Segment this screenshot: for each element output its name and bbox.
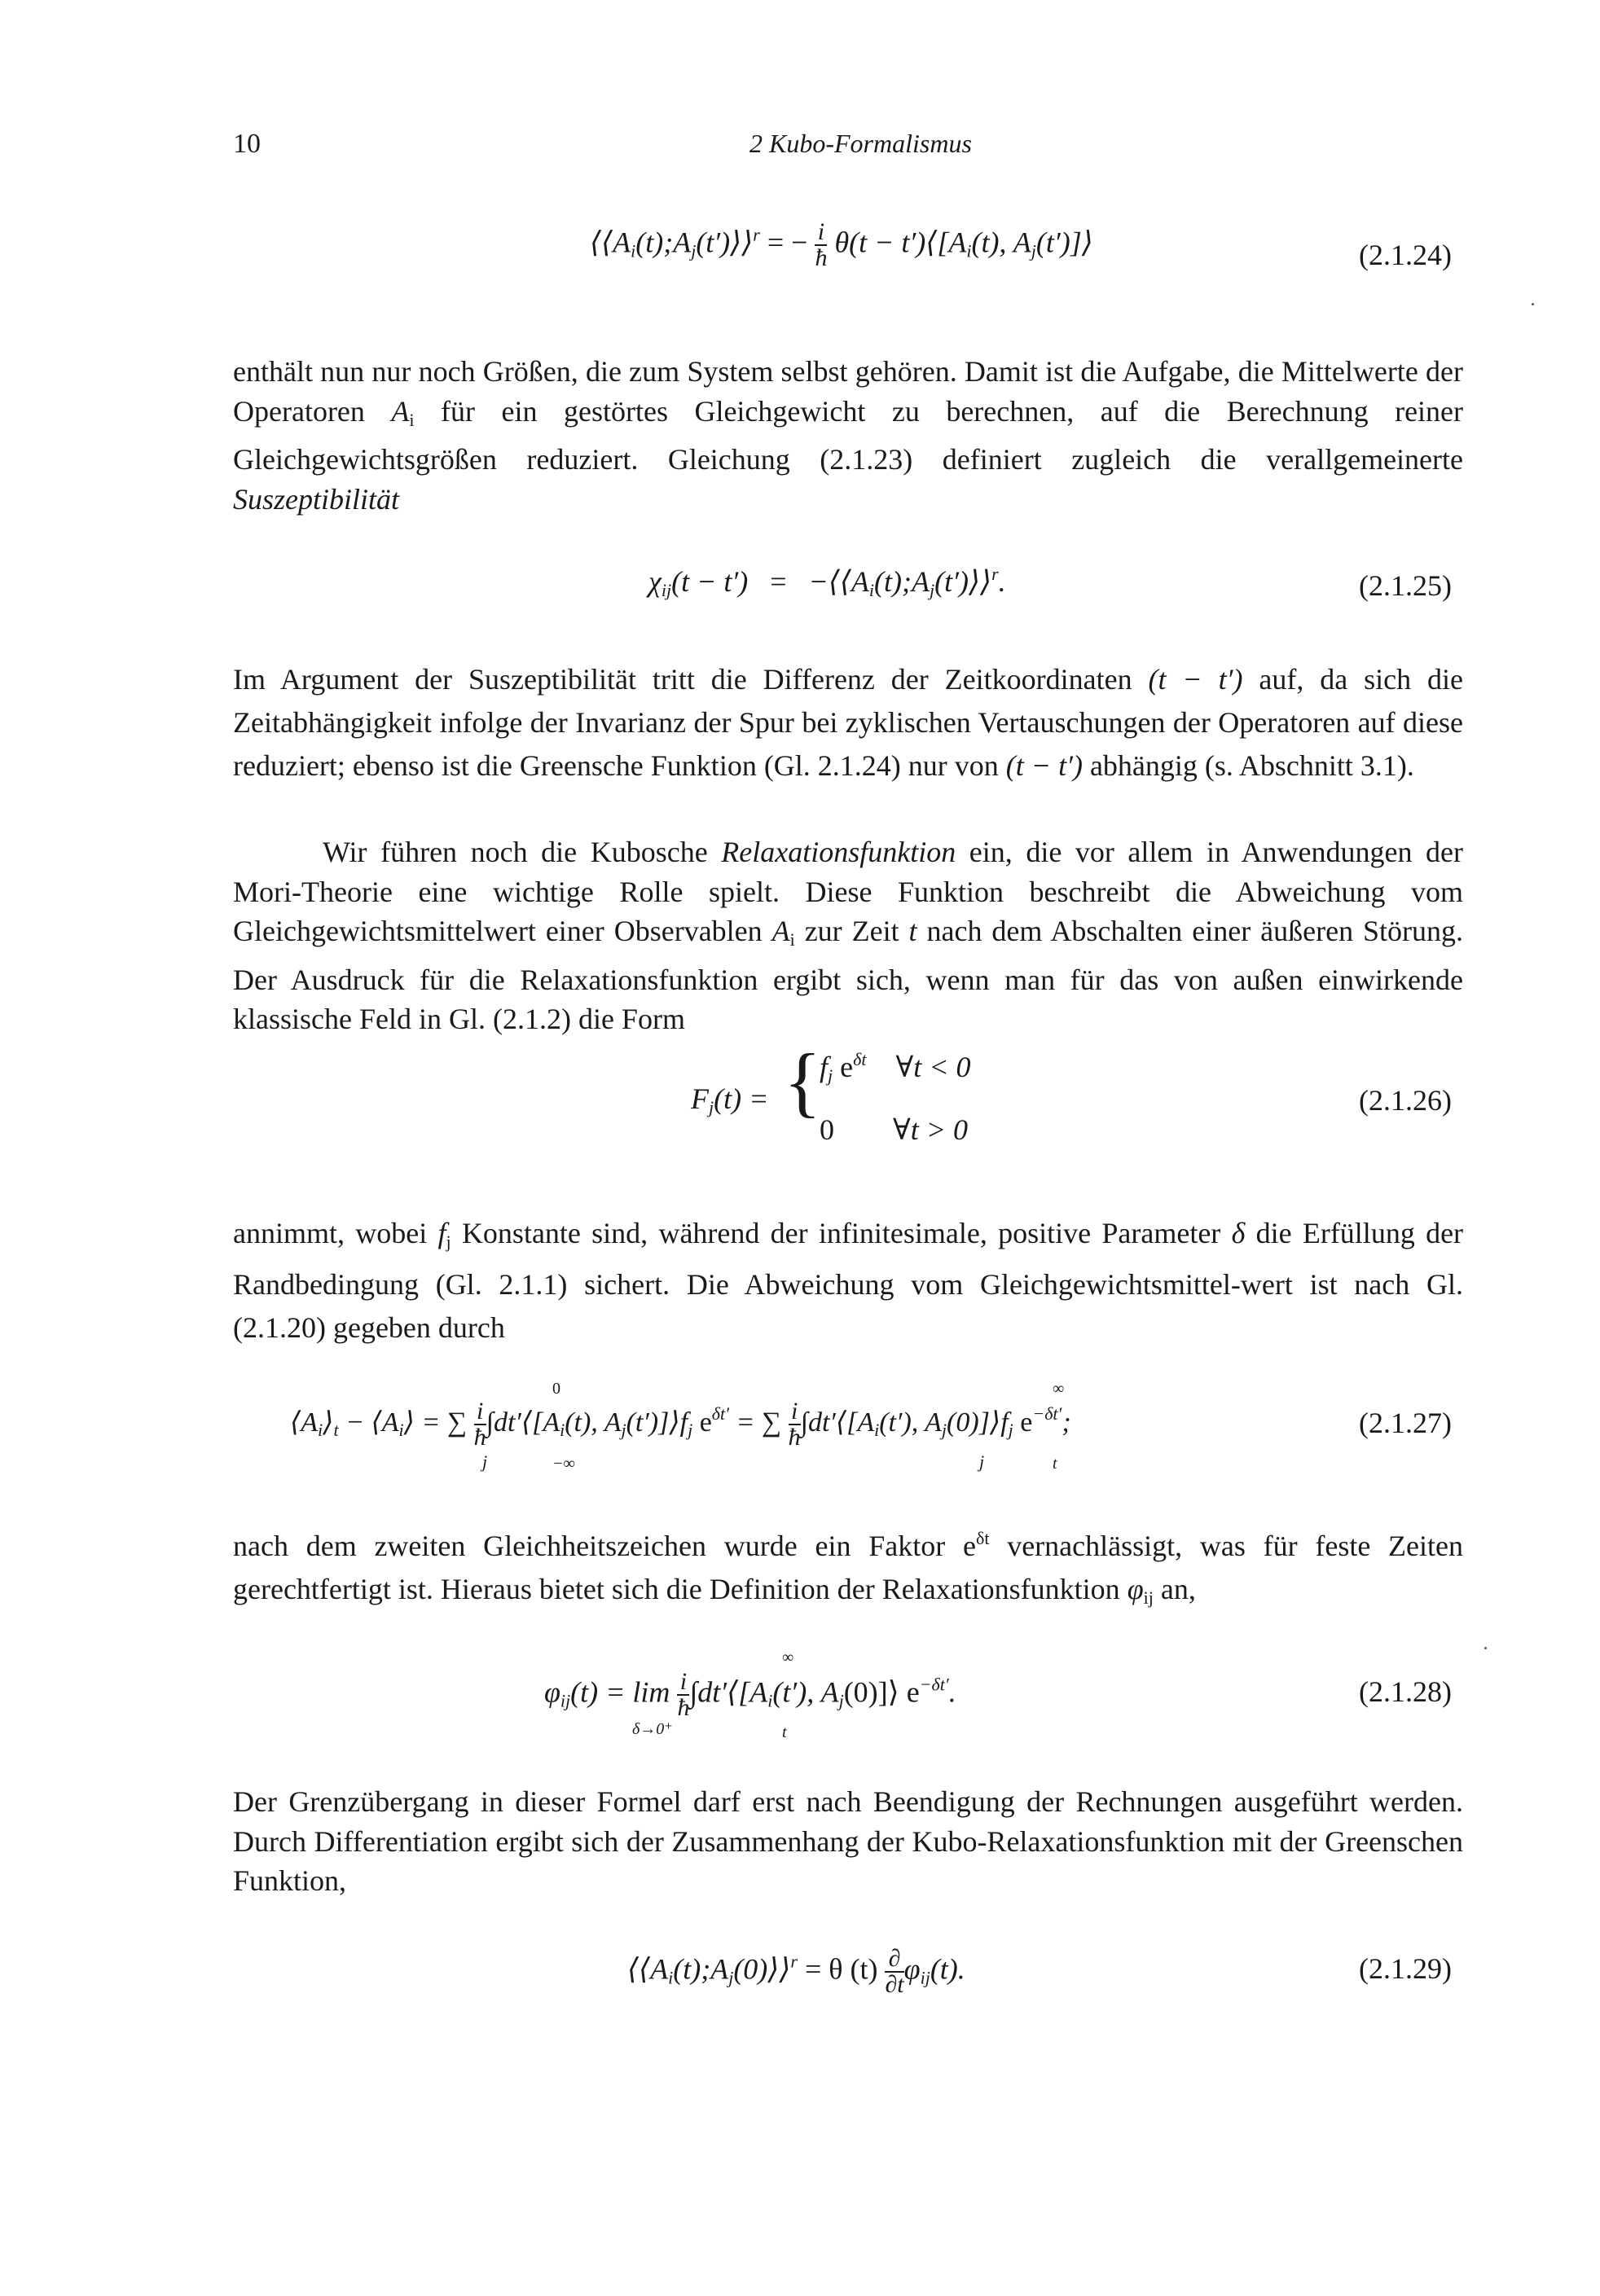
integral-upper-limit-1: 0 (552, 1380, 560, 1398)
paragraph-3: Wir führen noch die Kubosche Relaxationsfunktion ein, die vor allem in Anwendungen der Mori-Theorie eine wichtige Rolle spielt. Diese Funktion beschreibt die Abweichung vom Gleichgewichtsmittelwert einer Observablen $A_i$ zur Zeit t nach dem Abschalten einer äußeren Störung. Der Ausdruck für die Relaxationsfunktion ergibt sich, wenn man für das von außen einwirkende klassische Feld in Gl. (2.1.2) die Form (233, 836, 1464, 1035)
equation-number-2-1-28: (2.1.28) (1359, 1675, 1452, 1708)
equation-number-2-1-26: (2.1.26) (1359, 1084, 1452, 1117)
equation-2-1-26-case-1: $f_j$ $e^{\delta t}$ ∀t < 0 (820, 1049, 971, 1086)
equation-2-1-27: $⟨A_i⟩_t$ − $⟨A_i⟩$ = ∑ $\frac{i}{ħ}$ $\int dt'⟨[A_i(t)$, $A_j(t')]⟩f_j$ $e^{\delta t'}$ = ∑ $\frac{i}{ħ}$ $\int dt'⟨[A_i(t')$, $A_j(0)]⟩f_j$ $e^{-\delta t'}$; (290, 1398, 1071, 1451)
integral-upper-limit-3: ∞ (782, 1648, 794, 1666)
equation-2-1-28: $\varphi_{ij}(t) = \lim$ $\frac{i}{ħ}$ $\int dt'⟨[A_i(t')$, $A_j(0)]⟩$ $e^{-\delta t'}$. (544, 1668, 956, 1721)
equation-2-1-29: $⟨⟨A_i(t);A_j(0)⟩⟩^r = \theta$ (t) $\frac{\partial}{\partial t}$ $\varphi_{ij}(t)$. (627, 1945, 965, 1998)
paragraph-1: enthält nun nur noch Größen, die zum System selbst gehören. Damit ist die Aufgabe, die Mittelwerte der Operatoren $A_i$ für ein gestörtes Gleichgewicht zu berechnen, auf die Berechnung reiner Gleichgewichtsgrößen reduziert. Gleichung (2.1.23) definiert zugleich die verallgemeinerte Suszeptibilität (233, 355, 1464, 516)
integral-lower-limit-1: −∞ (552, 1455, 575, 1473)
scan-speck (1532, 303, 1534, 305)
cases-brace: { (784, 1038, 822, 1125)
running-title: 2 Kubo-Formalismus (749, 129, 972, 158)
equation-2-1-26: $F_j(t)$ = (691, 1082, 769, 1117)
equation-2-1-26-case-2: 0 ∀t > 0 (820, 1113, 969, 1146)
sum-index-2: j (979, 1451, 985, 1472)
scan-speck (1484, 1647, 1487, 1649)
integral-upper-limit-2: ∞ (1053, 1380, 1065, 1398)
sum-index-1: j (482, 1451, 488, 1472)
page-number: 10 (233, 129, 261, 159)
paragraph-5: nach dem zweiten Gleichheitszeichen wurde ein Faktor $e^{\delta t}$ vernachlässigt, was für feste Zeiten gerechtfertigt ist. Hieraus bietet sich die Definition der Relaxationsfunktion $\varphi_{ij}$ an, (233, 1528, 1464, 1608)
equation-2-1-25: $\chi_{ij}(t - t')$ = $-⟨⟨A_i(t);A_j(t')⟩⟩^r$. (648, 564, 1006, 600)
integral-lower-limit-2: t (1053, 1455, 1057, 1473)
equation-number-2-1-27: (2.1.27) (1359, 1407, 1452, 1439)
equation-number-2-1-29: (2.1.29) (1359, 1952, 1452, 1985)
equation-2-1-24: $⟨⟨A_i(t);A_j(t')⟩⟩^r$ = − $\frac{i}{ħ}$ $\theta(t - t')⟨[A_i(t)$, $A_j(t')]⟩$ (590, 218, 1093, 271)
equation-number-2-1-25: (2.1.25) (1359, 569, 1452, 602)
integral-lower-limit-3: t (782, 1723, 787, 1741)
paragraph-2: Im Argument der Suszeptibilität tritt die Differenz der Zeitkoordinaten (t − t′) auf, da sich die Zeitabhängigkeit infolge der Invarianz der Spur bei zyklischen Vertauschungen der Operatoren auf diese reduziert; ebenso ist die Greensche Funktion (Gl. 2.1.24) nur von (t − t′) abhängig (s. Abschnitt 3.1). (233, 663, 1463, 782)
limit-subscript: δ→0⁺ (632, 1720, 673, 1738)
paragraph-4: annimmt, wobei $f_j$ Konstante sind, während der infinitesimale, positive Parameter δ die Erfüllung der Randbedingung (Gl. 2.1.1) sichert. Die Abweichung vom Gleichgewichtsmittel-wert ist nach Gl. (2.1.20) gegeben durch (233, 1217, 1464, 1344)
equation-number-2-1-24: (2.1.24) (1359, 239, 1452, 271)
paragraph-6: Der Grenzübergang in dieser Formel darf erst nach Beendigung der Rechnungen ausgeführt werden. Durch Differentiation ergibt sich der Zusammenhang der Kubo-Relaxationsfunktion mit der Greenschen Funktion, (233, 1785, 1463, 1897)
